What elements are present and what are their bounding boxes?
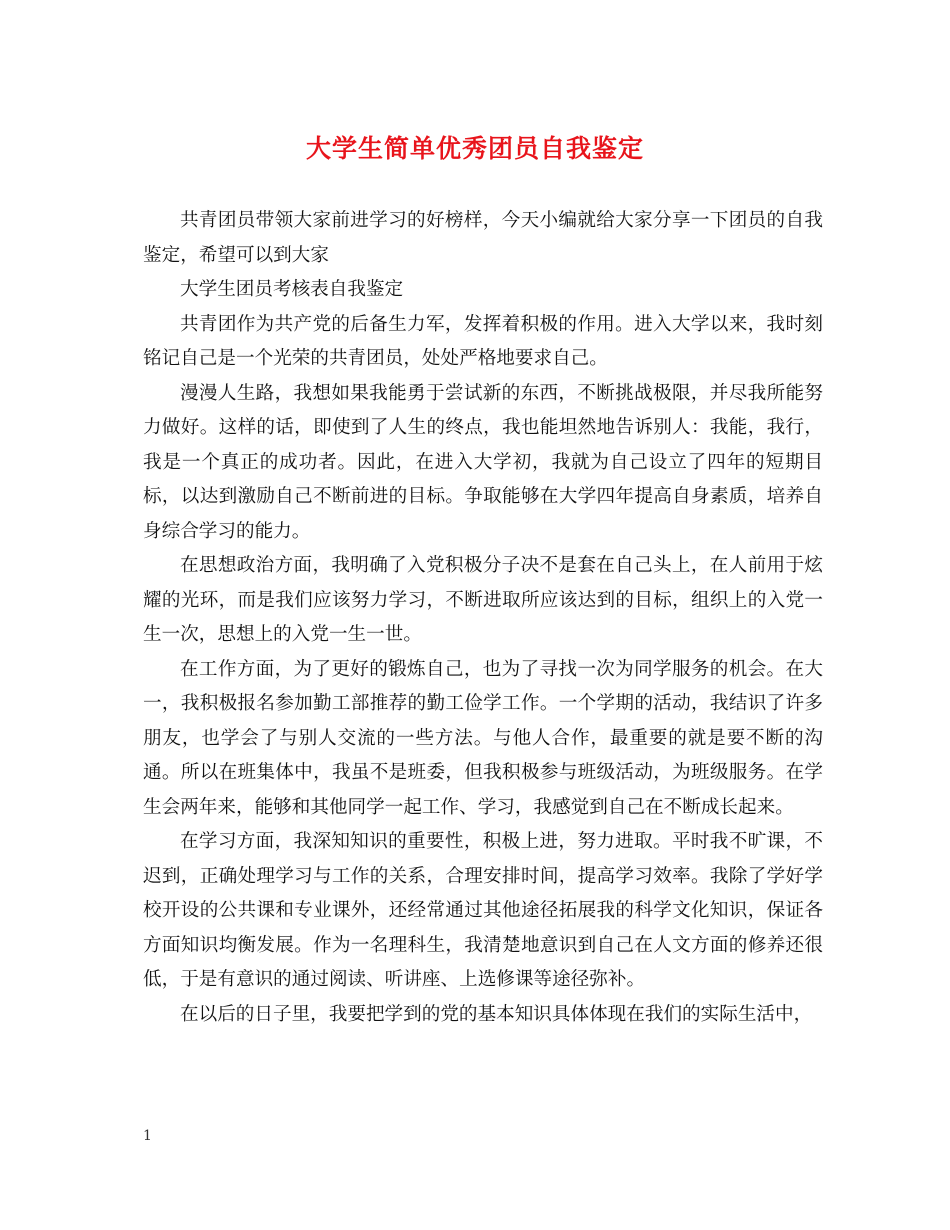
- paragraph-league-role: 共青团作为共产党的后备生力军，发挥着积极的作用。进入大学以来，我时刻铭记自己是一个光荣的共青团员，处处严格地要求自己。: [143, 313, 823, 369]
- paragraph-future: 在以后的日子里，我要把学到的党的基本知识具体体现在我们的实际生活中，: [180, 1003, 813, 1025]
- paragraph-life-goals: 漫漫人生路，我想如果我能勇于尝试新的东西，不断挑战极限，并尽我所能努力做好。这样的话，即使到了人生的终点，我也能坦然地告诉别人：我能，我行，我是一个真正的成功者。因此，在进入大学初，我就为自己设立了四年的短期目标，以达到激励自己不断前进的目标。争取能够在大学四年提高自身素质，培养自身综合学习的能力。: [143, 382, 823, 542]
- paragraph-study: 在学习方面，我深知知识的重要性，积极上进，努力进取。平时我不旷课，不迟到，正确处理学习与工作的关系，合理安排时间，提高学习效率。我除了学好学校开设的公共课和专业课外，还经常通过其他途径拓展我的科学文化知识，保证各方面知识均衡发展。作为一名理科生，我清楚地意识到自己在人文方面的修养还很低，于是有意识的通过阅读、听讲座、上选修课等途径弥补。: [143, 831, 823, 990]
- paragraph-work: 在工作方面，为了更好的锻炼自己，也为了寻找一次为同学服务的机会。在大一，我积极报名参加勤工部推荐的勤工俭学工作。一个学期的活动，我结识了许多朋友，也学会了与别人交流的一些方法。与他人合作，最重要的就是要不断的沟通。所以在班集体中，我虽不是班委，但我积极参与班级活动，为班级服务。在学生会两年来，能够和其他同学一起工作、学习，我感觉到自己在不断成长起来。: [143, 658, 823, 818]
- paragraph-intro: 共青团员带领大家前进学习的好榜样，今天小编就给大家分享一下团员的自我鉴定，希望可以到大家: [143, 210, 823, 266]
- paragraph-political-thought: 在思想政治方面，我明确了入党积极分子决不是套在自己头上，在人前用于炫耀的光环，而是我们应该努力学习，不断进取所应该达到的目标，组织上的入党一生一次，思想上的入党一生一世。: [143, 555, 823, 645]
- page-number: 1: [143, 1128, 152, 1144]
- paragraph-subheading: 大学生团员考核表自我鉴定: [180, 279, 404, 300]
- document-title: 大学生简单优秀团员自我鉴定: [305, 134, 644, 163]
- document-body: [143, 204, 823, 1032]
